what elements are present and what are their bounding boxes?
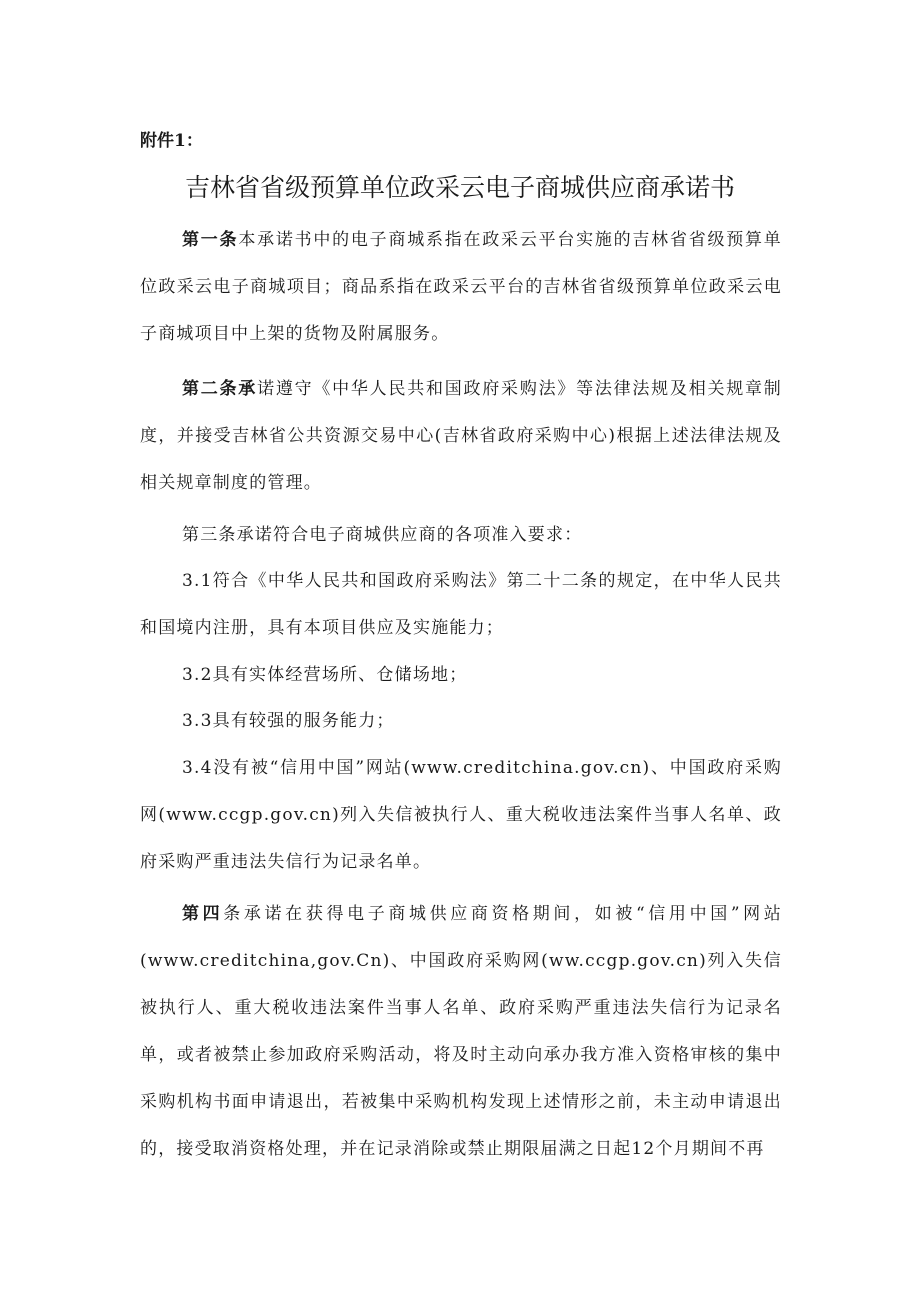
article-2-text: 诺遵守《中华人民共和国政府采购法》等法律法规及相关规章制度，并接受吉林省公共资源交易中心(吉林省政府采购中心)根据上述法律法规及相关规章制度的管理。	[140, 379, 782, 493]
article-2	[140, 366, 782, 507]
article-1-text: 本承诺书中的电子商城系指在政采云平台实施的吉林省省级预算单位政采云电子商城项目；商品系指在政采云平台的吉林省省级预算单位政采云电子商城项目中上架的货物及附属服务。	[140, 230, 782, 344]
attachment-label: 附件1：	[140, 131, 203, 151]
article-2-lead: 第二条承	[182, 379, 258, 399]
article-3-item-4: 3.4没有被“信用中国”网站(www.creditchina.gov.cn)、中国政府采购网(www.ccgp.gov.cn)列入失信被执行人、重大税收违法案件当事人名单、政府采购严重违法失信行为记录名单。	[140, 758, 782, 872]
article-3-item-2: 3.2具有实体经营场所、仓储场地；	[182, 665, 468, 685]
article-4-text: 条承诺在获得电子商城供应商资格期间，如被“信用中国”网站(www.creditchina,gov.Cn)、中国政府采购网(ww.ccgp.gov.cn)列入失信被执行人、重大税收违法案件当事人名单、政府采购严重违法失信行为记录名单，或者被禁止参加政府采购活动，将及时主动向承办我方准入资格审核的集中采购机构书面申请退出，若被集中采购机构发现上述情形之前，未主动申请退出的，接受取消资格处理，并在记录消除或禁止期限届满之日起12个月期间不再	[140, 904, 783, 1159]
document-title: 吉林省省级预算单位政采云电子商城供应商承诺书	[184, 173, 735, 202]
article-4	[140, 891, 782, 1173]
article-1	[140, 217, 782, 358]
article-1-lead: 第一条	[182, 230, 239, 250]
article-4-lead: 第四	[182, 904, 224, 924]
article-3-item-3: 3.3具有较强的服务能力；	[182, 711, 395, 731]
article-3-item-1: 3.1符合《中华人民共和国政府采购法》第二十二条的规定，在中华人民共和国境内注册，具有本项目供应及实施能力；	[140, 571, 782, 638]
article-3: 第三条承诺符合电子商城供应商的各项准入要求：	[182, 525, 583, 545]
